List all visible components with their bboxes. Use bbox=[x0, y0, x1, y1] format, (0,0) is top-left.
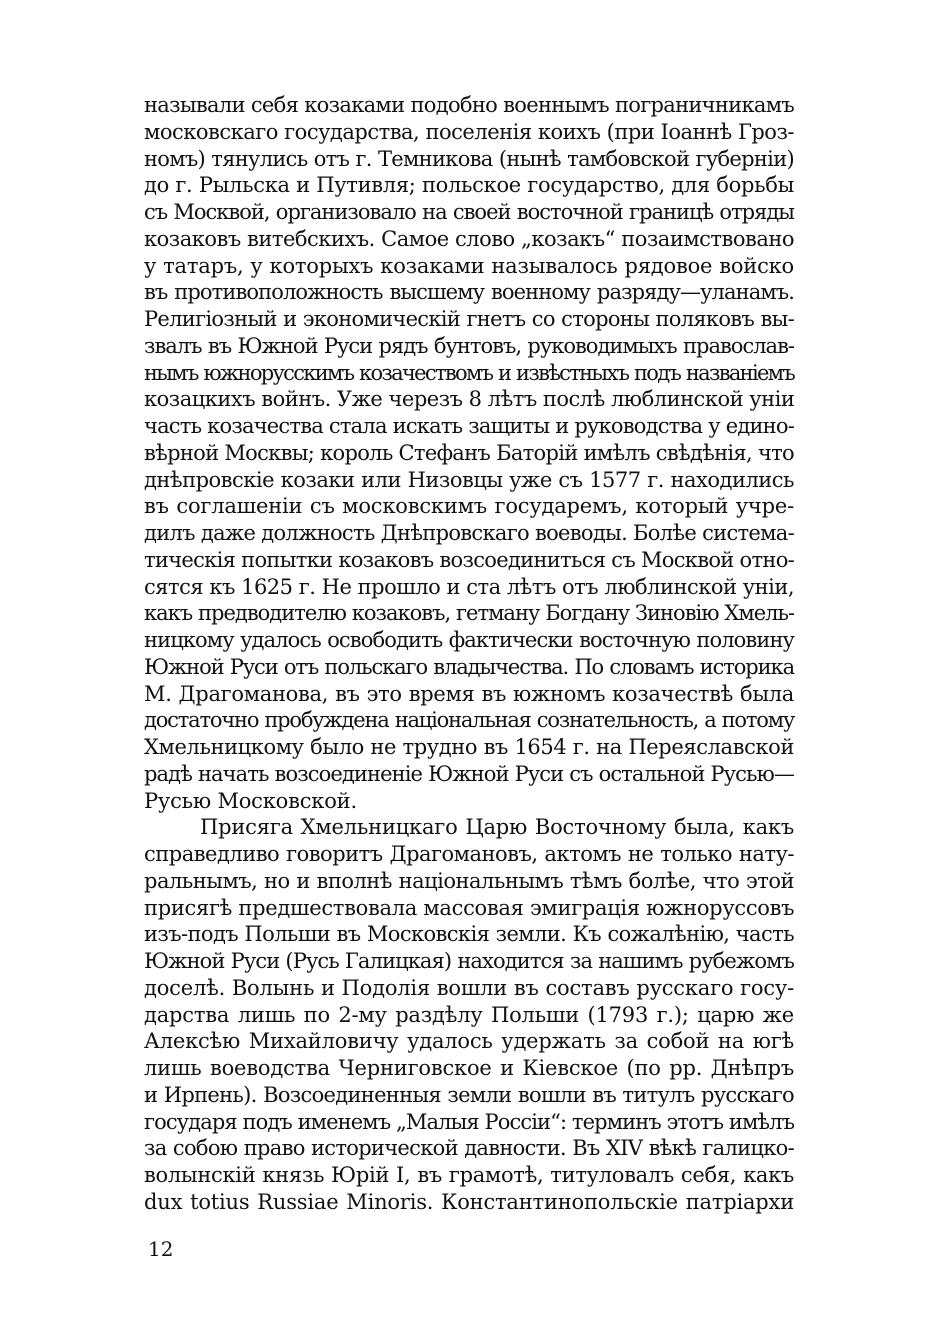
text-line: козацкихъ войнъ. Уже черезъ 8 лѣтъ послѣ люблинской уніи bbox=[144, 387, 795, 412]
text-line: называли себя козаками подобно военнымъ пограничникамъ bbox=[144, 93, 794, 117]
text-line: изъ-подъ Польши въ Московскія земли. Къ сожалѣнію, часть bbox=[144, 922, 794, 947]
paragraph-1 bbox=[144, 92, 794, 814]
text-line: тическія попытки козаковъ возсоединиться съ Москвой отно- bbox=[144, 547, 795, 572]
text-line: Южной Руси (Русь Галицкая) находится за нашимъ рубежомъ bbox=[144, 949, 794, 973]
text-line: у татаръ, у которыхъ козаками называлось рядовое войско bbox=[144, 253, 794, 278]
text-line: ницкому удалось освободить фактически восточную половину bbox=[144, 628, 794, 652]
text-line: справедливо говоритъ Драгомановъ, актомъ не только нату- bbox=[144, 842, 794, 866]
text-line: лишь воеводства Черниговское и Кіевское (по рр. Днѣпръ bbox=[144, 1056, 794, 1080]
text-line: московскаго государства, поселенія коихъ (при Іоаннѣ Гроз- bbox=[144, 119, 794, 144]
text-line: козаковъ витебскихъ. Самое слово „козакъ“ позаимствовано bbox=[144, 226, 794, 251]
text-line: Хмельницкому было не трудно въ 1654 г. на Переяславской bbox=[144, 735, 794, 759]
text-line: Южной Руси отъ польскаго владычества. По словамъ историка bbox=[144, 654, 794, 679]
text-line: въ соглашеніи съ московскимъ государемъ, который учре- bbox=[144, 494, 794, 519]
text-line: Присяга Хмельницкаго Царю Восточному была, какъ bbox=[200, 815, 794, 840]
text-line: М. Драгоманова, въ это время въ южномъ козачествѣ была bbox=[144, 681, 794, 706]
text-line: доселѣ. Волынь и Подолія вошли въ составъ русскаго госу- bbox=[144, 975, 794, 1000]
text-line: сятся къ 1625 г. Не прошло и ста лѣтъ отъ люблинской уніи, bbox=[144, 574, 794, 599]
text-line: дарства лишь по 2-му раздѣлу Польши (1793 г.); царю же bbox=[144, 1002, 794, 1027]
text-line: ральнымъ, но и вполнѣ національнымъ тѣмъ болѣе, что этой bbox=[144, 868, 794, 893]
text-line: вѣрной Москвы; король Стефанъ Баторій имѣлъ свѣдѣнія, что bbox=[144, 440, 794, 465]
text-line: Религіозный и экономическій гнетъ со стороны поляковъ вы- bbox=[144, 307, 794, 331]
text-line: съ Москвой, организовало на своей восточной границѣ отряды bbox=[144, 200, 794, 224]
text-line: радѣ начать возсоединеніе Южной Руси съ остальной Русью— bbox=[144, 761, 794, 786]
text-line: въ противоположность высшему военному разряду—уланамъ. bbox=[144, 280, 794, 305]
text-line: нымъ южнорусскимъ козачествомъ и извѣстныхъ подъ названіемъ bbox=[144, 360, 794, 385]
text-line: присягѣ предшествовала массовая эмиграція южноруссовъ bbox=[144, 895, 795, 920]
body-text bbox=[144, 92, 794, 1216]
text-line: достаточно пробуждена національная сознательность, а потому bbox=[144, 708, 794, 733]
text-line: дилъ даже должность Днѣпровскаго воеводы. Болѣе система- bbox=[144, 521, 794, 545]
text-line: и Ирпень). Возсоединенныя земли вошли въ титулъ русскаго bbox=[144, 1082, 794, 1107]
paragraph-2 bbox=[144, 814, 794, 1215]
page-number: 12 bbox=[148, 1237, 174, 1261]
text-line: волынскій князь Юрій I, въ грамотѣ, титуловалъ себя, какъ bbox=[144, 1163, 794, 1187]
text-line: за собою право исторической давности. Въ XIV вѣкѣ галицко- bbox=[144, 1136, 794, 1161]
text-line: звалъ въ Южной Руси рядъ бунтовъ, руководимыхъ православ- bbox=[144, 333, 794, 358]
text-line: какъ предводителю козаковъ, гетману Богдану Зиновію Хмель- bbox=[144, 601, 794, 626]
text-line: Русью Московской. bbox=[144, 788, 357, 813]
text-line: номъ) тянулись отъ г. Темникова (нынѣ тамбовской губерніи) bbox=[144, 146, 794, 171]
text-line: государя подъ именемъ „Малыя Россіи“: терминъ этотъ имѣлъ bbox=[144, 1109, 795, 1134]
text-line: dux totius Russiae Minoris. Константинопольскіе патріархи bbox=[144, 1189, 794, 1214]
text-line: до г. Рыльска и Путивля; польское государство, для борьбы bbox=[144, 173, 794, 198]
text-line: часть козачества стала искать защиты и руководства у едино- bbox=[144, 414, 794, 438]
text-line: днѣпровскіе козаки или Низовцы уже съ 1577 г. находились bbox=[144, 467, 794, 492]
text-line: Алексѣю Михайловичу удалось удержать за собой на югѣ bbox=[144, 1029, 794, 1054]
